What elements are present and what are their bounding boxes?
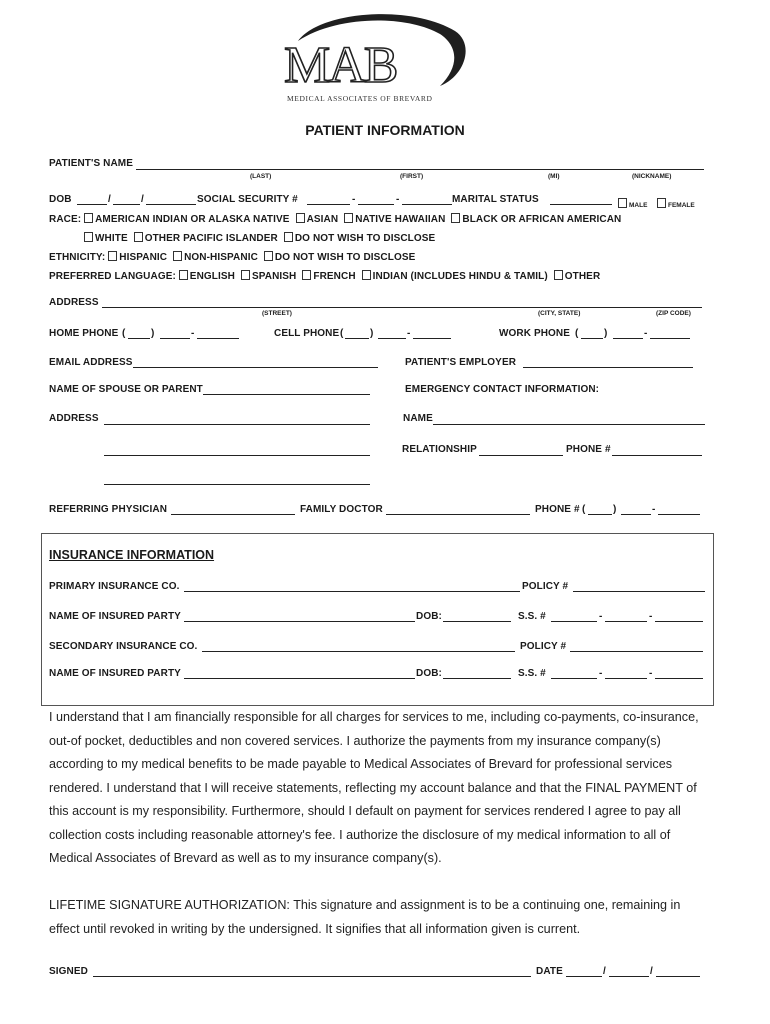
option-label: NON-HISPANIC bbox=[184, 252, 258, 263]
language-option-3[interactable] bbox=[302, 270, 355, 282]
logo-letters: MAB bbox=[284, 37, 397, 94]
insured-ss-part-2[interactable] bbox=[605, 621, 647, 622]
cell-phone-dash: - bbox=[407, 328, 411, 339]
home-phone-prefix[interactable] bbox=[160, 338, 190, 339]
race-label: RACE: bbox=[49, 214, 82, 225]
race-option-4[interactable] bbox=[451, 213, 621, 225]
insured2-ss-dash-1: - bbox=[599, 668, 603, 679]
option-label: OTHER bbox=[564, 271, 601, 282]
dob-label: DOB bbox=[49, 194, 72, 205]
dob-year[interactable] bbox=[146, 204, 196, 205]
referring-label: REFERRING PHYSICIAN bbox=[49, 504, 168, 515]
insurance-heading: INSURANCE INFORMATION bbox=[49, 548, 215, 562]
ssn-label: SOCIAL SECURITY # bbox=[197, 194, 298, 205]
email-field[interactable] bbox=[133, 367, 378, 368]
relationship-field[interactable] bbox=[479, 455, 563, 456]
sub-mi: (MI) bbox=[548, 173, 560, 180]
address-label: ADDRESS bbox=[49, 297, 99, 308]
option-label: WHITE bbox=[95, 233, 128, 244]
insured2-ss-dash-2: - bbox=[649, 668, 653, 679]
dob-slash-2: / bbox=[141, 194, 144, 205]
logo bbox=[280, 6, 480, 106]
work-phone-area[interactable] bbox=[581, 338, 603, 339]
race-option-2[interactable] bbox=[296, 213, 339, 225]
referring-phone-dash: - bbox=[652, 504, 656, 515]
checkbox[interactable] bbox=[451, 213, 460, 223]
family-doctor-label: FAMILY DOCTOR bbox=[300, 504, 383, 515]
marital-field[interactable] bbox=[550, 204, 612, 205]
date-slash-2: / bbox=[650, 966, 653, 977]
secondary-insurance-label: SECONDARY INSURANCE CO. bbox=[49, 641, 198, 652]
logo-tagline: MEDICAL ASSOCIATES OF BREVARD bbox=[287, 94, 433, 103]
policy2-label: POLICY # bbox=[520, 641, 567, 652]
option-label: AMERICAN INDIAN OR ALASKA NATIVE bbox=[95, 214, 290, 225]
race-row-1 bbox=[49, 213, 627, 225]
emergency-name-field[interactable] bbox=[433, 424, 705, 425]
insured-ss-label: S.S. # bbox=[518, 611, 546, 622]
language-option-1[interactable] bbox=[179, 270, 235, 282]
sub-city: (CITY, STATE) bbox=[538, 310, 581, 317]
insured2-dob-label: DOB: bbox=[416, 668, 442, 679]
sub-zip: (ZIP CODE) bbox=[656, 310, 691, 317]
insured2-dob-field[interactable] bbox=[443, 678, 511, 679]
date-label: DATE bbox=[536, 966, 563, 977]
language-option-5[interactable] bbox=[554, 270, 601, 282]
cell-phone-area[interactable] bbox=[345, 338, 369, 339]
ssn-part-1[interactable] bbox=[307, 204, 350, 205]
home-phone-number[interactable] bbox=[197, 338, 239, 339]
checkbox[interactable] bbox=[296, 213, 305, 223]
checkbox[interactable] bbox=[362, 270, 371, 280]
male-label: MALE bbox=[629, 202, 648, 209]
emergency-label: EMERGENCY CONTACT INFORMATION: bbox=[405, 384, 600, 395]
option-label: BLACK OR AFRICAN AMERICAN bbox=[462, 214, 622, 225]
work-phone-paren-open: ( bbox=[575, 328, 579, 339]
secondary-insurance-field[interactable] bbox=[202, 651, 515, 652]
date-day[interactable] bbox=[609, 976, 649, 977]
insured-party2-label: NAME OF INSURED PARTY bbox=[49, 668, 181, 679]
home-phone-dash: - bbox=[191, 328, 195, 339]
option-label: ENGLISH bbox=[189, 271, 235, 282]
financial-agreement-text: I understand that I am financially responsible for all charges for services to me, including co-payments, co-insurance, out-of pocket, deductibles and non covered services. I authorize the payments from my insurance company(s) according to my medical benefits to be made payable to Medical Associates of Brevard for professional services rendered. I understand that I will receive statements, reflecting my account balance and that the FINAL PAYMENT of this account is my responsibility. Furthermore, should I default on payment for services rendered I agree to pay all collection costs including reasonable attorney's fee. I authorize the disclosure of my medical information to all of Medical Associates of Brevard as well as to my insurance company(s). bbox=[49, 710, 699, 865]
checkbox[interactable] bbox=[344, 213, 353, 223]
race-option-1[interactable] bbox=[84, 213, 290, 225]
insured2-ss-part-1[interactable] bbox=[551, 678, 597, 679]
policy-label: POLICY # bbox=[522, 581, 569, 592]
male-checkbox[interactable] bbox=[618, 198, 627, 208]
option-label: OTHER PACIFIC ISLANDER bbox=[144, 233, 278, 244]
spouse-label: NAME OF SPOUSE OR PARENT bbox=[49, 384, 203, 395]
insured-ss-part-3[interactable] bbox=[655, 621, 703, 622]
primary-insurance-label: PRIMARY INSURANCE CO. bbox=[49, 581, 180, 592]
spouse-field[interactable] bbox=[203, 394, 370, 395]
language-label: PREFERRED LANGUAGE: bbox=[49, 271, 176, 282]
female-option[interactable] bbox=[657, 194, 695, 212]
checkbox[interactable] bbox=[264, 251, 273, 261]
checkbox[interactable] bbox=[84, 232, 93, 242]
signature-field[interactable] bbox=[93, 976, 531, 977]
insured-dob-field[interactable] bbox=[443, 621, 511, 622]
referring-field[interactable] bbox=[171, 514, 295, 515]
insured-party-label: NAME OF INSURED PARTY bbox=[49, 611, 181, 622]
race-option-3[interactable] bbox=[344, 213, 445, 225]
option-label: NATIVE HAWAIIAN bbox=[355, 214, 446, 225]
emergency-phone-field[interactable] bbox=[612, 455, 702, 456]
race-option-6[interactable] bbox=[134, 232, 278, 244]
ssn-part-3[interactable] bbox=[402, 204, 452, 205]
address2-line-2[interactable] bbox=[104, 455, 370, 456]
male-option[interactable] bbox=[618, 194, 647, 212]
work-phone-dash: - bbox=[644, 328, 648, 339]
employer-label: PATIENT'S EMPLOYER bbox=[405, 357, 517, 368]
cell-phone-number[interactable] bbox=[413, 338, 451, 339]
checkbox[interactable] bbox=[179, 270, 188, 280]
dob-month[interactable] bbox=[77, 204, 107, 205]
race-option-5[interactable] bbox=[84, 232, 128, 244]
female-checkbox[interactable] bbox=[657, 198, 666, 208]
referring-phone-prefix[interactable] bbox=[621, 514, 651, 515]
emergency-name-label: NAME bbox=[403, 413, 433, 424]
insured-ss-dash-2: - bbox=[649, 611, 653, 622]
date-month[interactable] bbox=[566, 976, 602, 977]
work-phone-paren-close: ) bbox=[604, 328, 608, 339]
language-option-2[interactable] bbox=[241, 270, 296, 282]
date-slash-1: / bbox=[603, 966, 606, 977]
insured-party-field[interactable] bbox=[184, 621, 415, 622]
emergency-phone-label: PHONE # bbox=[566, 444, 611, 455]
home-phone-paren-close: ) bbox=[151, 328, 155, 339]
option-label: HISPANIC bbox=[119, 252, 168, 263]
insured2-ss-label: S.S. # bbox=[518, 668, 546, 679]
sub-first: (FIRST) bbox=[400, 173, 424, 180]
cell-phone-prefix[interactable] bbox=[378, 338, 406, 339]
address2-line-3[interactable] bbox=[104, 484, 370, 485]
female-label: FEMALE bbox=[668, 202, 695, 209]
page-title: PATIENT INFORMATION bbox=[305, 122, 465, 138]
family-doctor-field[interactable] bbox=[386, 514, 530, 515]
home-phone-label: HOME PHONE bbox=[49, 328, 119, 339]
email-label: EMAIL ADDRESS bbox=[49, 357, 133, 368]
ethnicity-row bbox=[49, 251, 421, 263]
ssn-dash-2: - bbox=[396, 194, 400, 205]
ethnicity-option-3[interactable] bbox=[264, 251, 415, 263]
cell-phone-paren-close: ) bbox=[370, 328, 374, 339]
insured2-ss-part-2[interactable] bbox=[605, 678, 647, 679]
address2-line-1[interactable] bbox=[104, 424, 370, 425]
insured-party2-field[interactable] bbox=[184, 678, 415, 679]
sub-last: (LAST) bbox=[250, 173, 272, 180]
ethnicity-option-1[interactable] bbox=[108, 251, 167, 263]
referring-phone-number[interactable] bbox=[658, 514, 700, 515]
option-label: INDIAN (INCLUDES HINDU & TAMIL) bbox=[372, 271, 548, 282]
language-row bbox=[49, 270, 606, 282]
ethnicity-label: ETHNICITY: bbox=[49, 252, 106, 263]
language-option-4[interactable] bbox=[362, 270, 548, 282]
option-label: SPANISH bbox=[251, 271, 297, 282]
insured-ss-dash-1: - bbox=[599, 611, 603, 622]
checkbox[interactable] bbox=[173, 251, 182, 261]
sub-nickname: (NICKNAME) bbox=[632, 173, 672, 180]
referring-phone-area[interactable] bbox=[588, 514, 612, 515]
checkbox[interactable] bbox=[84, 213, 93, 223]
home-phone-area[interactable] bbox=[128, 338, 150, 339]
checkbox[interactable] bbox=[108, 251, 117, 261]
insured-ss-part-1[interactable] bbox=[551, 621, 597, 622]
ssn-part-2[interactable] bbox=[358, 204, 394, 205]
address-field[interactable] bbox=[102, 307, 702, 308]
home-phone-paren-open: ( bbox=[122, 328, 126, 339]
race-option-7[interactable] bbox=[284, 232, 435, 244]
checkbox[interactable] bbox=[134, 232, 143, 242]
checkbox[interactable] bbox=[302, 270, 311, 280]
lifetime-authorization-text: LIFETIME SIGNATURE AUTHORIZATION: This signature and assignment is to be a continuing one, remaining in effect until revoked in writing by the undersigned. It signifies that all information given is current. bbox=[49, 898, 681, 936]
dob-day[interactable] bbox=[113, 204, 140, 205]
referring-phone-paren-open: ( bbox=[582, 504, 586, 515]
checkbox[interactable] bbox=[554, 270, 563, 280]
primary-insurance-field[interactable] bbox=[184, 591, 520, 592]
race-row-2 bbox=[84, 232, 441, 244]
address2-label: ADDRESS bbox=[49, 413, 99, 424]
referring-phone-paren-close: ) bbox=[613, 504, 617, 515]
policy2-field[interactable] bbox=[570, 651, 703, 652]
checkbox[interactable] bbox=[241, 270, 250, 280]
dob-slash-1: / bbox=[108, 194, 111, 205]
work-phone-prefix[interactable] bbox=[613, 338, 643, 339]
work-phone-number[interactable] bbox=[650, 338, 690, 339]
ssn-dash-1: - bbox=[352, 194, 356, 205]
insured-dob-label: DOB: bbox=[416, 611, 442, 622]
patient-name-label: PATIENT'S NAME bbox=[49, 158, 133, 169]
sub-street: (STREET) bbox=[262, 310, 292, 317]
patient-name-field[interactable] bbox=[136, 169, 704, 170]
option-label: FRENCH bbox=[313, 271, 356, 282]
relationship-label: RELATIONSHIP bbox=[402, 444, 477, 455]
referring-phone-label: PHONE # bbox=[535, 504, 580, 515]
checkbox[interactable] bbox=[284, 232, 293, 242]
ethnicity-option-2[interactable] bbox=[173, 251, 258, 263]
signed-label: SIGNED bbox=[49, 966, 88, 977]
work-phone-label: WORK PHONE bbox=[499, 328, 570, 339]
option-label: ASIAN bbox=[306, 214, 339, 225]
cell-phone-paren-open: ( bbox=[340, 328, 344, 339]
policy-field[interactable] bbox=[573, 591, 705, 592]
option-label: DO NOT WISH TO DISCLOSE bbox=[294, 233, 436, 244]
insured2-ss-part-3[interactable] bbox=[655, 678, 703, 679]
date-year[interactable] bbox=[656, 976, 700, 977]
option-label: DO NOT WISH TO DISCLOSE bbox=[274, 252, 416, 263]
marital-label: MARITAL STATUS bbox=[452, 194, 539, 205]
employer-field[interactable] bbox=[523, 367, 693, 368]
cell-phone-label: CELL PHONE bbox=[274, 328, 340, 339]
